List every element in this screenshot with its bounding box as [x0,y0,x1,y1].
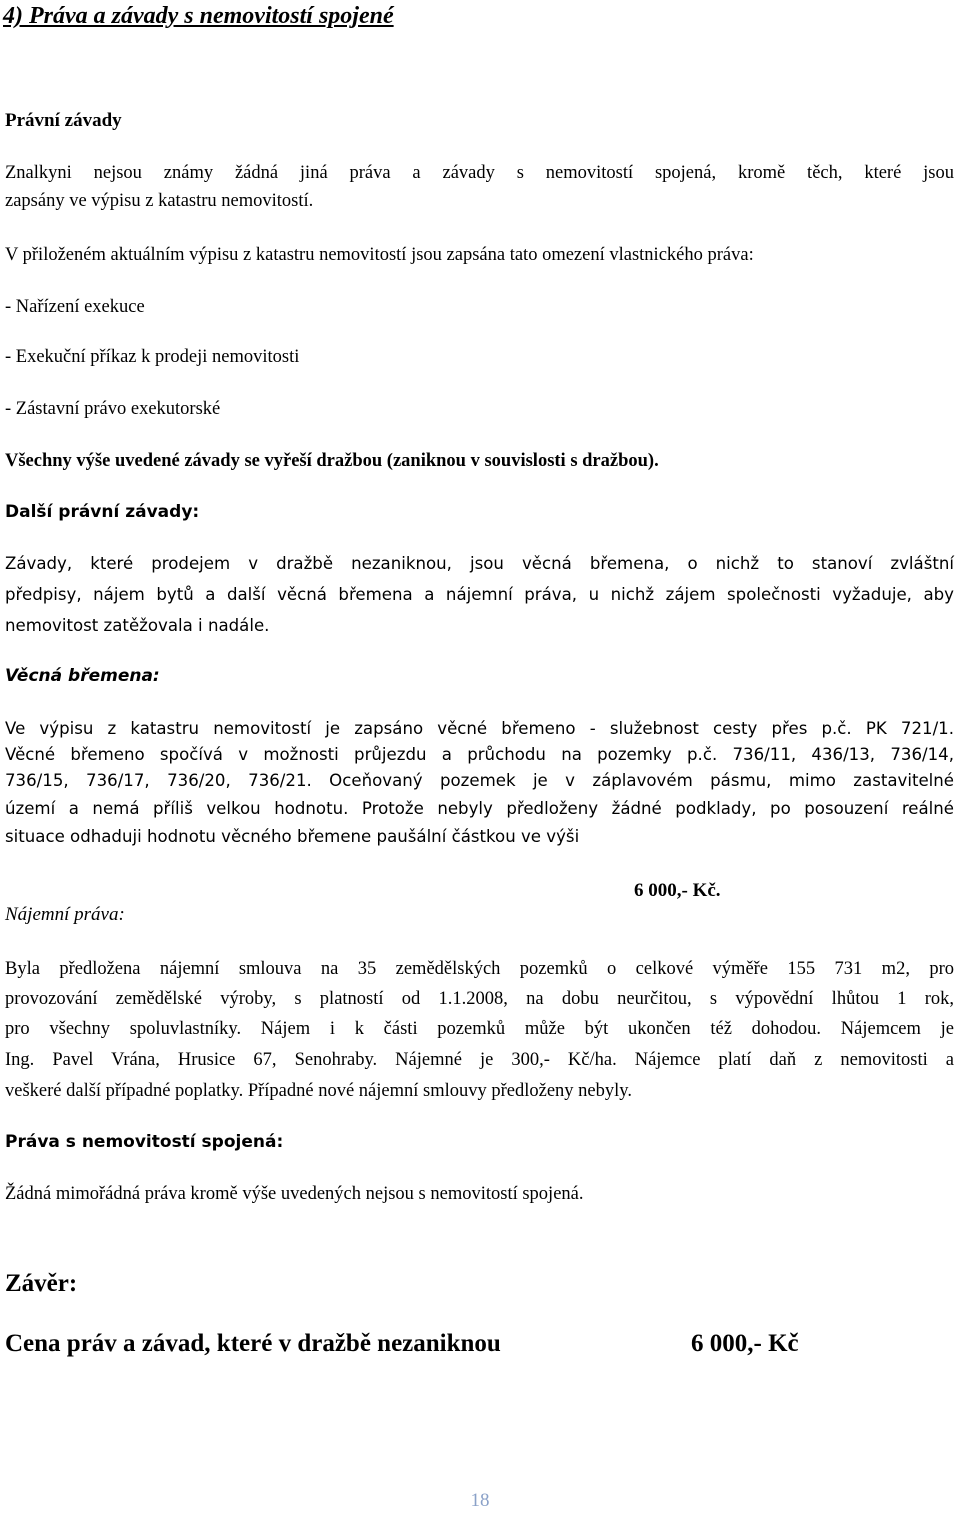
chapter-title: 4) Práva a závady s nemovitostí spojené [3,3,394,29]
legal-defects-intro-cont: zapsány ve výpisu z katastru nemovitostí. [5,191,314,211]
page-number: 18 [470,1490,490,1511]
legal-defects-intro: Znalkyni nejsou známy žádná jiná práva a závady s nemovitostí spojená, kromě těch, které jsou [5,163,954,183]
lease-line: provozování zemědělské výroby, s platností od 1.1.2008, na dobu neurčitou, s výpovědní lhůtou 1 rok, [5,989,954,1009]
easement-amount: 6 000,- Kč. [634,880,721,901]
heading-conclusion: Závěr: [5,1270,78,1297]
conclusion-label: Cena práv a závad, které v dražbě nezaniknou [5,1330,501,1357]
other-defects-line: předpisy, nájem bytů a další věcná břemena a nájemní práva, u nichž zájem společnosti vyžaduje, aby [5,585,954,604]
resolution-statement: Všechny výše uvedené závady se vyřeší dražbou (zaniknou v souvislosti s dražbou). [5,451,659,471]
easements-line: území a nemá příliš velkou hodnotu. Protože nebyly předloženy žádné podklady, po posouzení reálné [5,799,954,818]
rights-text: Žádná mimořádná práva kromě výše uvedených nejsou s nemovitostí spojená. [5,1184,584,1204]
lease-line: Ing. Pavel Vrána, Hrusice 67, Senohraby. Nájemné je 300,- Kč/ha. Nájemce platí daň z nemovitosti a [5,1050,954,1070]
heading-rights: Práva s nemovitostí spojená: [5,1132,284,1152]
heading-other-defects: Další právní závady: [5,502,200,522]
restriction-item: - Nařízení exekuce [5,297,145,317]
conclusion-value: 6 000,- Kč [691,1330,799,1357]
other-defects-line: nemovitost zatěžovala i nadále. [5,616,270,635]
lease-line: veškeré další případné poplatky. Případné nové nájemní smlouvy předloženy nebyly. [5,1081,632,1101]
lease-line: Byla předložena nájemní smlouva na 35 zemědělských pozemků o celkové výměře 155 731 m2, pro [5,959,954,979]
easements-line: Ve výpisu z katastru nemovitostí je zapsáno věcné břemeno - služebnost cesty přes p.č. PK 721/1. [5,719,954,738]
lease-line: pro všechny spoluvlastníky. Nájem i k části pozemků může být ukončen též dohodou. Nájemcem je [5,1019,954,1039]
heading-legal-defects: Právní závady [5,110,122,131]
easements-line: 736/15, 736/17, 736/20, 736/21. Oceňovaný pozemek je v záplavovém pásmu, mimo zastavitelné [5,771,954,790]
restrictions-intro: V přiloženém aktuálním výpisu z katastru nemovitostí jsou zapsána tato omezení vlastnického práva: [5,245,754,265]
restriction-item: - Exekuční příkaz k prodeji nemovitosti [5,347,300,367]
conclusion-summary [5,1326,855,1362]
heading-lease: Nájemní práva: [5,904,125,925]
other-defects-line: Závady, které prodejem v dražbě nezaniknou, jsou věcná břemena, o nichž to stanoví zvláštní [5,554,954,573]
heading-easements: Věcná břemena: [5,666,160,686]
easements-line: Věcné břemeno spočívá v možnosti průjezdu a průchodu na pozemky p.č. 736/11, 436/13, 736/14, [5,745,954,764]
restriction-item: - Zástavní právo exekutorské [5,399,221,419]
easements-line: situace odhaduji hodnotu věcného břemene paušální částkou ve výši [5,827,580,846]
